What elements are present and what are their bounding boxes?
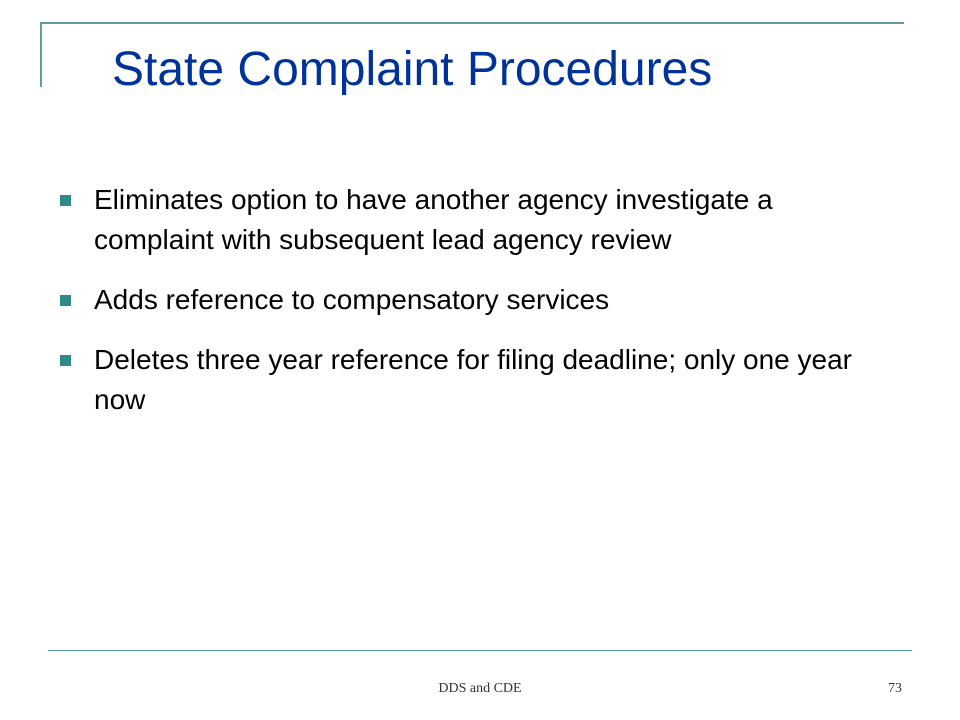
page-number: 73 xyxy=(888,681,902,696)
bullet-item xyxy=(56,180,896,260)
left-border-line xyxy=(40,22,42,87)
bullet-text: Adds reference to compensatory services xyxy=(94,284,610,315)
bullet-text: Eliminates option to have another agency investigate a complaint with subsequent lead agency review xyxy=(94,184,773,255)
square-bullet-icon xyxy=(60,295,71,306)
square-bullet-icon xyxy=(60,355,71,366)
bullet-text: Deletes three year reference for filing deadline; only one year now xyxy=(94,344,852,415)
footer-divider xyxy=(48,650,912,651)
square-bullet-icon xyxy=(60,195,71,206)
bullet-item xyxy=(56,280,896,320)
slide-title: State Complaint Procedures xyxy=(112,43,713,96)
top-border-line xyxy=(40,22,904,24)
bullet-item xyxy=(56,340,896,420)
bullet-list xyxy=(56,180,896,440)
footer-text: DDS and CDE xyxy=(438,681,522,696)
